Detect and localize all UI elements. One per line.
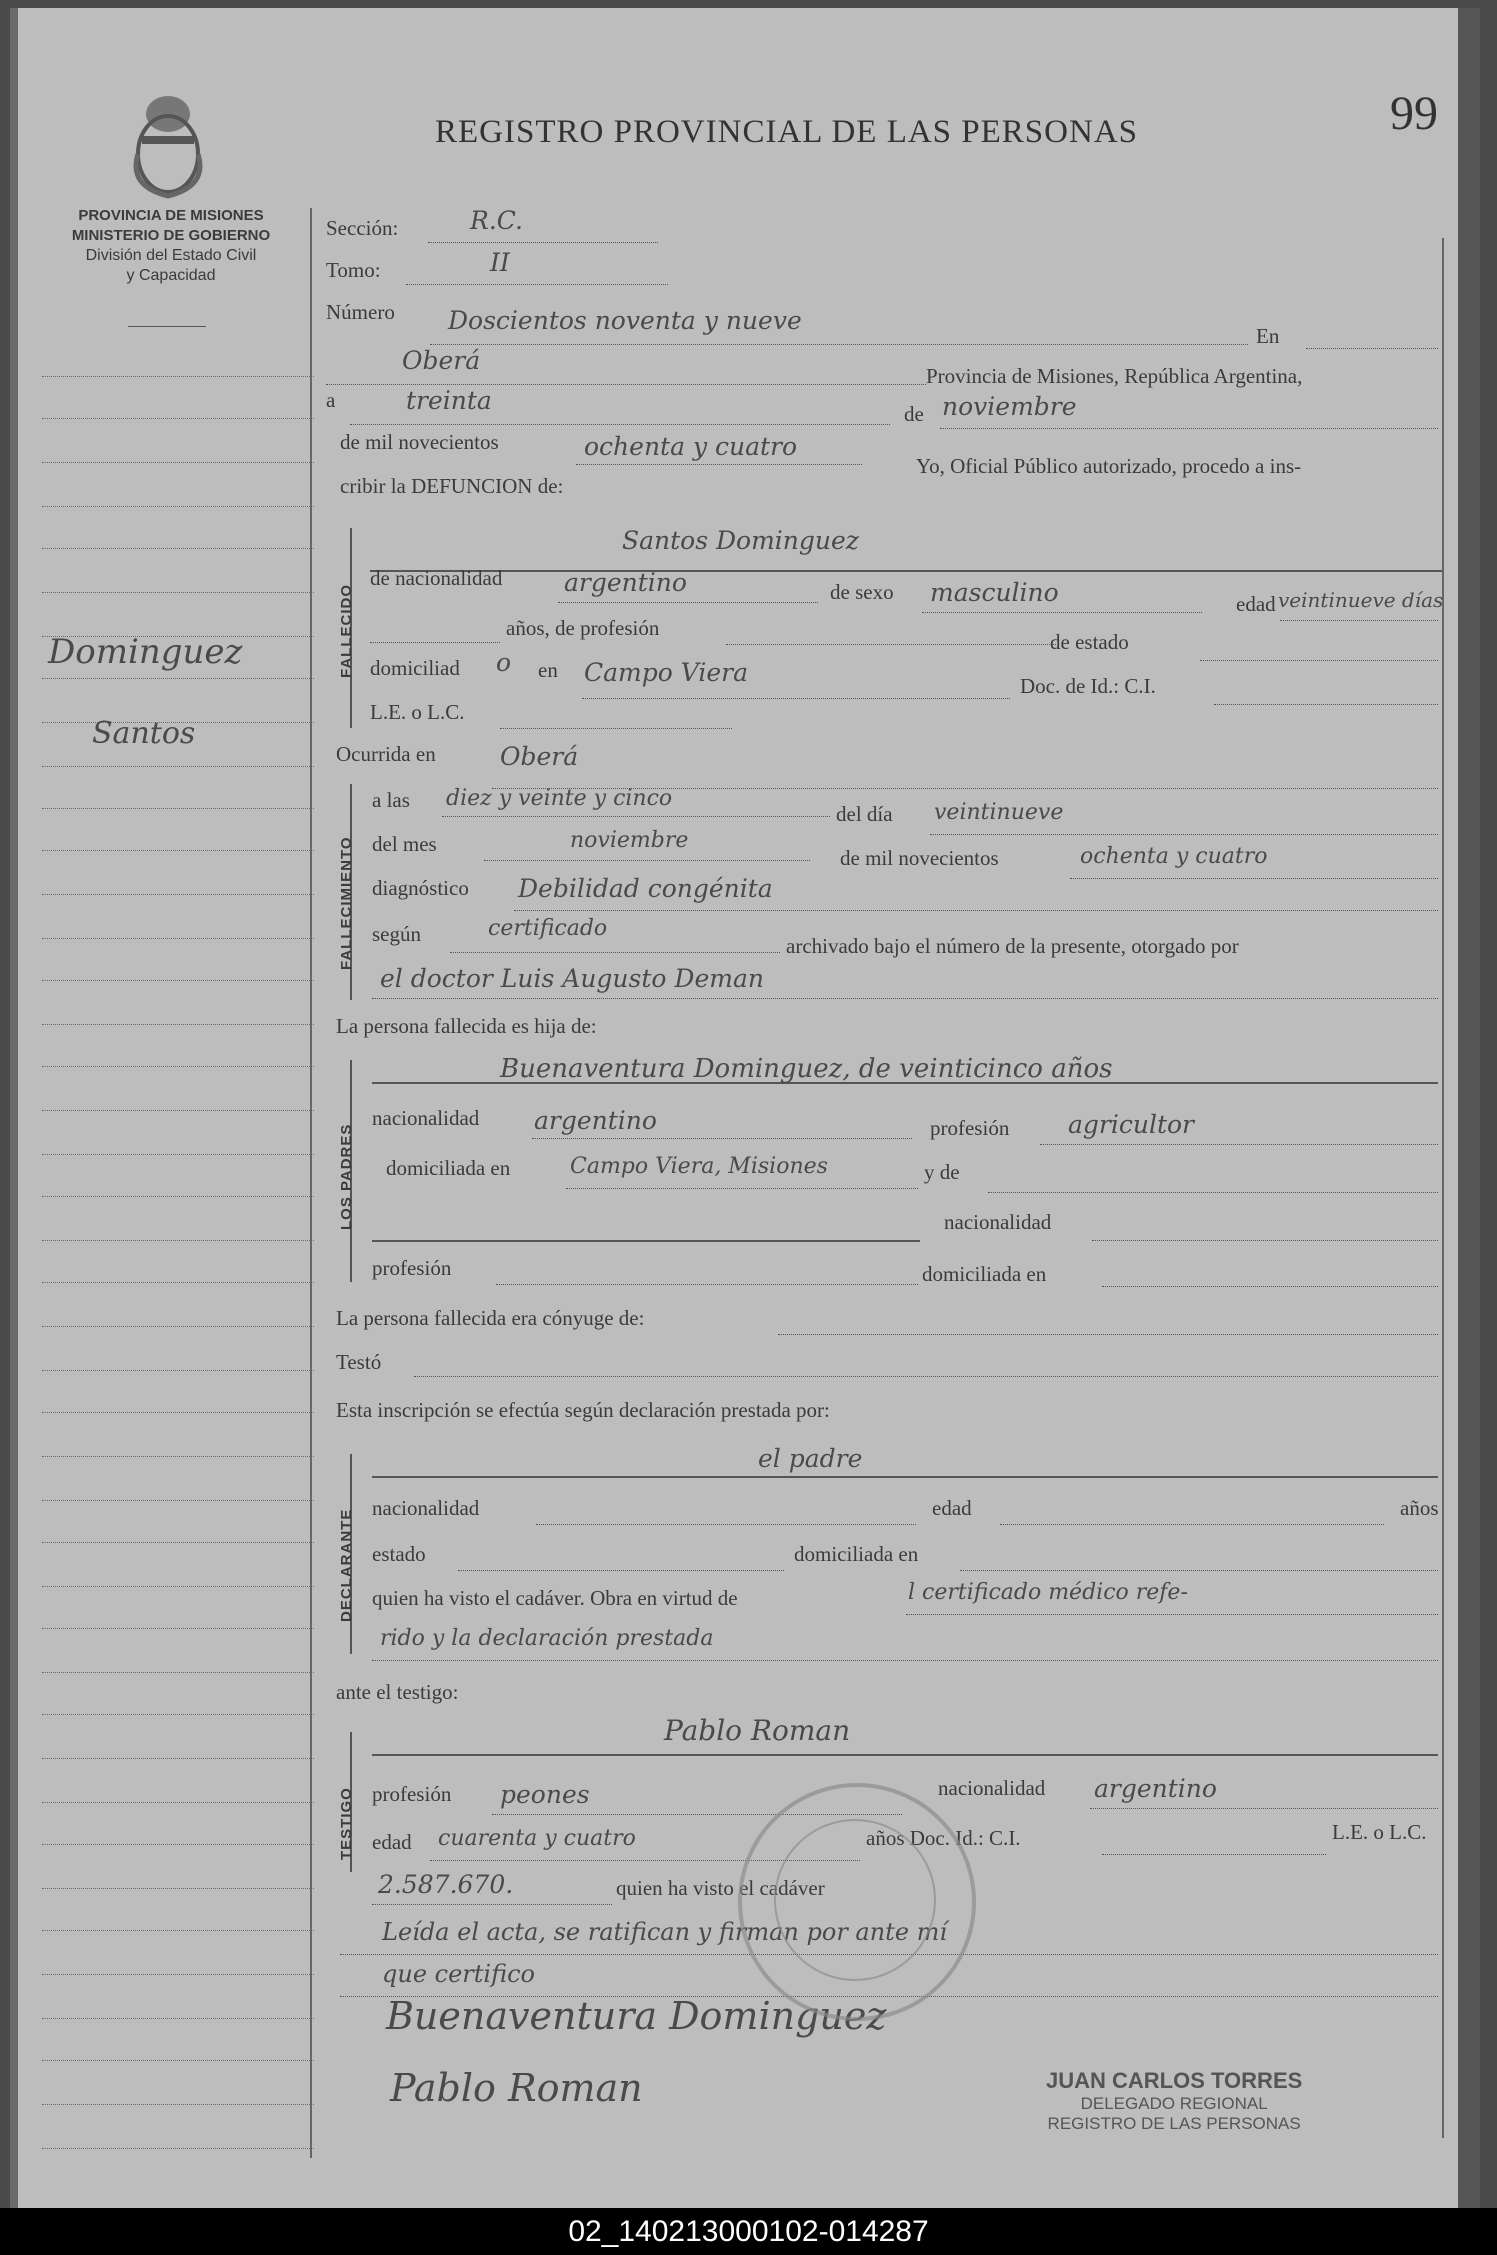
padres-domicilio-value: Campo Viera, Misiones	[570, 1154, 828, 1179]
fallecido-doc-label: Doc. de Id.: C.I.	[1020, 674, 1156, 698]
year-prefix: de mil novecientos	[340, 430, 499, 454]
testigo-anos-doc-label: años Doc. Id.: C.I.	[866, 1826, 1021, 1850]
seccion-value: R.C.	[470, 206, 523, 235]
page-number: 99	[1390, 87, 1438, 140]
document-page	[10, 8, 1480, 2208]
fallecimiento-section-label: FALLECIMIENTO	[338, 836, 355, 970]
page-title: REGISTRO PROVINCIAL DE LAS PERSONAS	[435, 114, 1139, 150]
fallecido-nacionalidad-label: de nacionalidad	[370, 566, 503, 590]
segun-value: certificado	[488, 916, 608, 941]
tomo-value: II	[490, 248, 510, 277]
numero-value: Doscientos noventa y nueve	[448, 306, 802, 335]
padres-profesion2-label: profesión	[372, 1256, 452, 1280]
fallecido-name: Santos Dominguez	[622, 526, 859, 555]
declarante-name: el padre	[758, 1444, 863, 1473]
testigo-section-label: TESTIGO	[338, 1787, 355, 1860]
en-label: En	[1256, 324, 1280, 348]
diagnostico-label: diagnóstico	[372, 876, 469, 900]
declarante-virtud-value1: l certificado médico refe-	[908, 1580, 1188, 1605]
testigo-nacionalidad-value: argentino	[1094, 1774, 1217, 1803]
padres-nacionalidad-value: argentino	[534, 1106, 657, 1135]
left-column-rule	[310, 208, 312, 2158]
declarante-cadaver-text: quien ha visto el cadáver. Obra en virtud de	[372, 1586, 738, 1610]
ante-testigo-text: ante el testigo:	[336, 1680, 459, 1704]
padres-nacionalidad2-label: nacionalidad	[944, 1210, 1052, 1234]
issuer-capacidad: y Capacidad	[126, 267, 216, 284]
ocurrida-value: Oberá	[500, 742, 579, 771]
a-las-label: a las	[372, 788, 410, 812]
fallecido-en-label: en	[538, 658, 558, 682]
testigo-le-label: L.E. o L.C.	[1332, 1820, 1427, 1844]
issuer-province: PROVINCIA DE MISIONES	[78, 207, 264, 224]
declarante-anos-label: años	[1400, 1496, 1439, 1520]
fallecido-nacionalidad-value: argentino	[564, 568, 687, 597]
padres-nacionalidad-label: nacionalidad	[372, 1106, 480, 1130]
declarante-nacionalidad-label: nacionalidad	[372, 1496, 480, 1520]
padres-domiciliada2-label: domiciliada en	[922, 1262, 1047, 1286]
margin-column	[28, 8, 318, 2208]
declarante-section-label: DECLARANTE	[338, 1508, 355, 1622]
testigo-profesion-label: profesión	[372, 1782, 452, 1806]
testigo-edad-label: edad	[372, 1830, 412, 1854]
year-value: ochenta y cuatro	[584, 432, 798, 461]
hora-value: diez y veinte y cinco	[446, 786, 673, 811]
stamp-title: DELEGADO REGIONAL	[1080, 2094, 1268, 2113]
signature-declarante: Buenaventura Dominguez	[386, 1994, 887, 2038]
declarante-virtud-value2: rido y la declaración prestada	[380, 1626, 714, 1651]
margin-given-name: Santos	[92, 716, 196, 751]
fallecido-estado-label: de estado	[1050, 630, 1129, 654]
declarante-domiciliada-label: domiciliada en	[794, 1542, 919, 1566]
del-mes-label: del mes	[372, 832, 437, 856]
seccion-label: Sección:	[326, 216, 399, 240]
anio-label: de mil novecientos	[840, 846, 999, 870]
signature-testigo: Pablo Roman	[390, 2066, 643, 2110]
hija-text: La persona fallecida es hija de:	[336, 1014, 597, 1038]
official-round-stamp	[738, 1783, 976, 2021]
fallecido-anos-profesion-label: años, de profesión	[506, 616, 660, 640]
margin-surname: Dominguez	[48, 632, 243, 672]
padres-y-de-label: y de	[924, 1160, 960, 1184]
padres-domiciliada-label: domiciliada en	[386, 1156, 511, 1180]
fallecido-edad-label: edad	[1236, 592, 1276, 616]
page-edge-left	[10, 8, 18, 2208]
inscribir-text: cribir la DEFUNCION de:	[340, 474, 564, 498]
issuer-division: División del Estado Civil	[85, 247, 257, 264]
padre-name: Buenaventura Dominguez, de veinticinco años	[500, 1054, 1113, 1084]
testigo-nacionalidad-label: nacionalidad	[938, 1776, 1046, 1800]
fallecido-sexo-label: de sexo	[830, 580, 894, 604]
dia-value: veintinueve	[934, 800, 1064, 825]
province-text: Provincia de Misiones, República Argentina,	[926, 364, 1303, 388]
padres-profesion-value: agricultor	[1068, 1110, 1195, 1139]
right-column-rule	[1442, 238, 1444, 2138]
closing-line1: Leída el acta, se ratifican y firman por ante mí	[382, 1918, 948, 1946]
segun-label: según	[372, 922, 421, 946]
testigo-profesion-value: peones	[500, 1780, 590, 1809]
declarante-edad-label: edad	[932, 1496, 972, 1520]
testigo-doc-value: 2.587.670.	[378, 1870, 514, 1899]
closing-line2: que certifico	[382, 1960, 535, 1988]
fallecido-section-label: FALLECIDO	[338, 584, 355, 678]
tomo-label: Tomo:	[326, 258, 381, 282]
issuer-ministry: MINISTERIO DE GOBIERNO	[71, 227, 271, 244]
numero-label: Número	[326, 300, 395, 324]
conyuge-text: La persona fallecida era cónyuge de:	[336, 1306, 645, 1330]
declarante-estado-label: estado	[372, 1542, 426, 1566]
day-value: treinta	[406, 386, 492, 415]
mes-value: noviembre	[570, 828, 689, 853]
anio-value: ochenta y cuatro	[1080, 844, 1268, 869]
fallecido-domiciliado-label: domiciliad	[370, 656, 460, 680]
archivado-text: archivado bajo el número de la presente, otorgado por	[786, 934, 1239, 958]
padres-profesion-label: profesión	[930, 1116, 1010, 1140]
medico-value: el doctor Luis Augusto Deman	[380, 964, 764, 993]
image-code-caption: 02_140213000102-014287	[0, 2208, 1497, 2255]
testigo-edad-value: cuarenta y cuatro	[438, 1826, 636, 1851]
testo-label: Testó	[336, 1350, 382, 1374]
stamp-office: REGISTRO DE LAS PERSONAS	[1047, 2114, 1301, 2133]
diagnostico-value: Debilidad congénita	[518, 874, 773, 903]
del-dia-label: del día	[836, 802, 893, 826]
testigo-name: Pablo Roman	[664, 1714, 851, 1747]
ocurrida-label: Ocurrida en	[336, 742, 436, 766]
padres-section-label: LOS PADRES	[338, 1123, 355, 1230]
de-label: de	[904, 402, 924, 426]
a-label: a	[326, 388, 336, 412]
officer-text: Yo, Oficial Público autorizado, procedo a ins-	[916, 454, 1302, 478]
fallecido-domicilio-value: Campo Viera	[584, 658, 749, 687]
fallecido-le-label: L.E. o L.C.	[370, 700, 465, 724]
fallecido-domiciliado-suffix: o	[496, 648, 512, 677]
testigo-cadaver-text: quien ha visto el cadáver	[616, 1876, 825, 1900]
fallecido-edad-value: veintinueve días	[1278, 588, 1444, 612]
declaracion-text: Esta inscripción se efectúa según declaración prestada por:	[336, 1398, 830, 1422]
stamp-name: JUAN CARLOS TORRES	[1046, 2068, 1303, 2093]
month-value: noviembre	[942, 392, 1077, 421]
binding-edge	[1458, 8, 1480, 2208]
place-value: Oberá	[402, 346, 481, 375]
fallecido-sexo-value: masculino	[930, 578, 1059, 607]
